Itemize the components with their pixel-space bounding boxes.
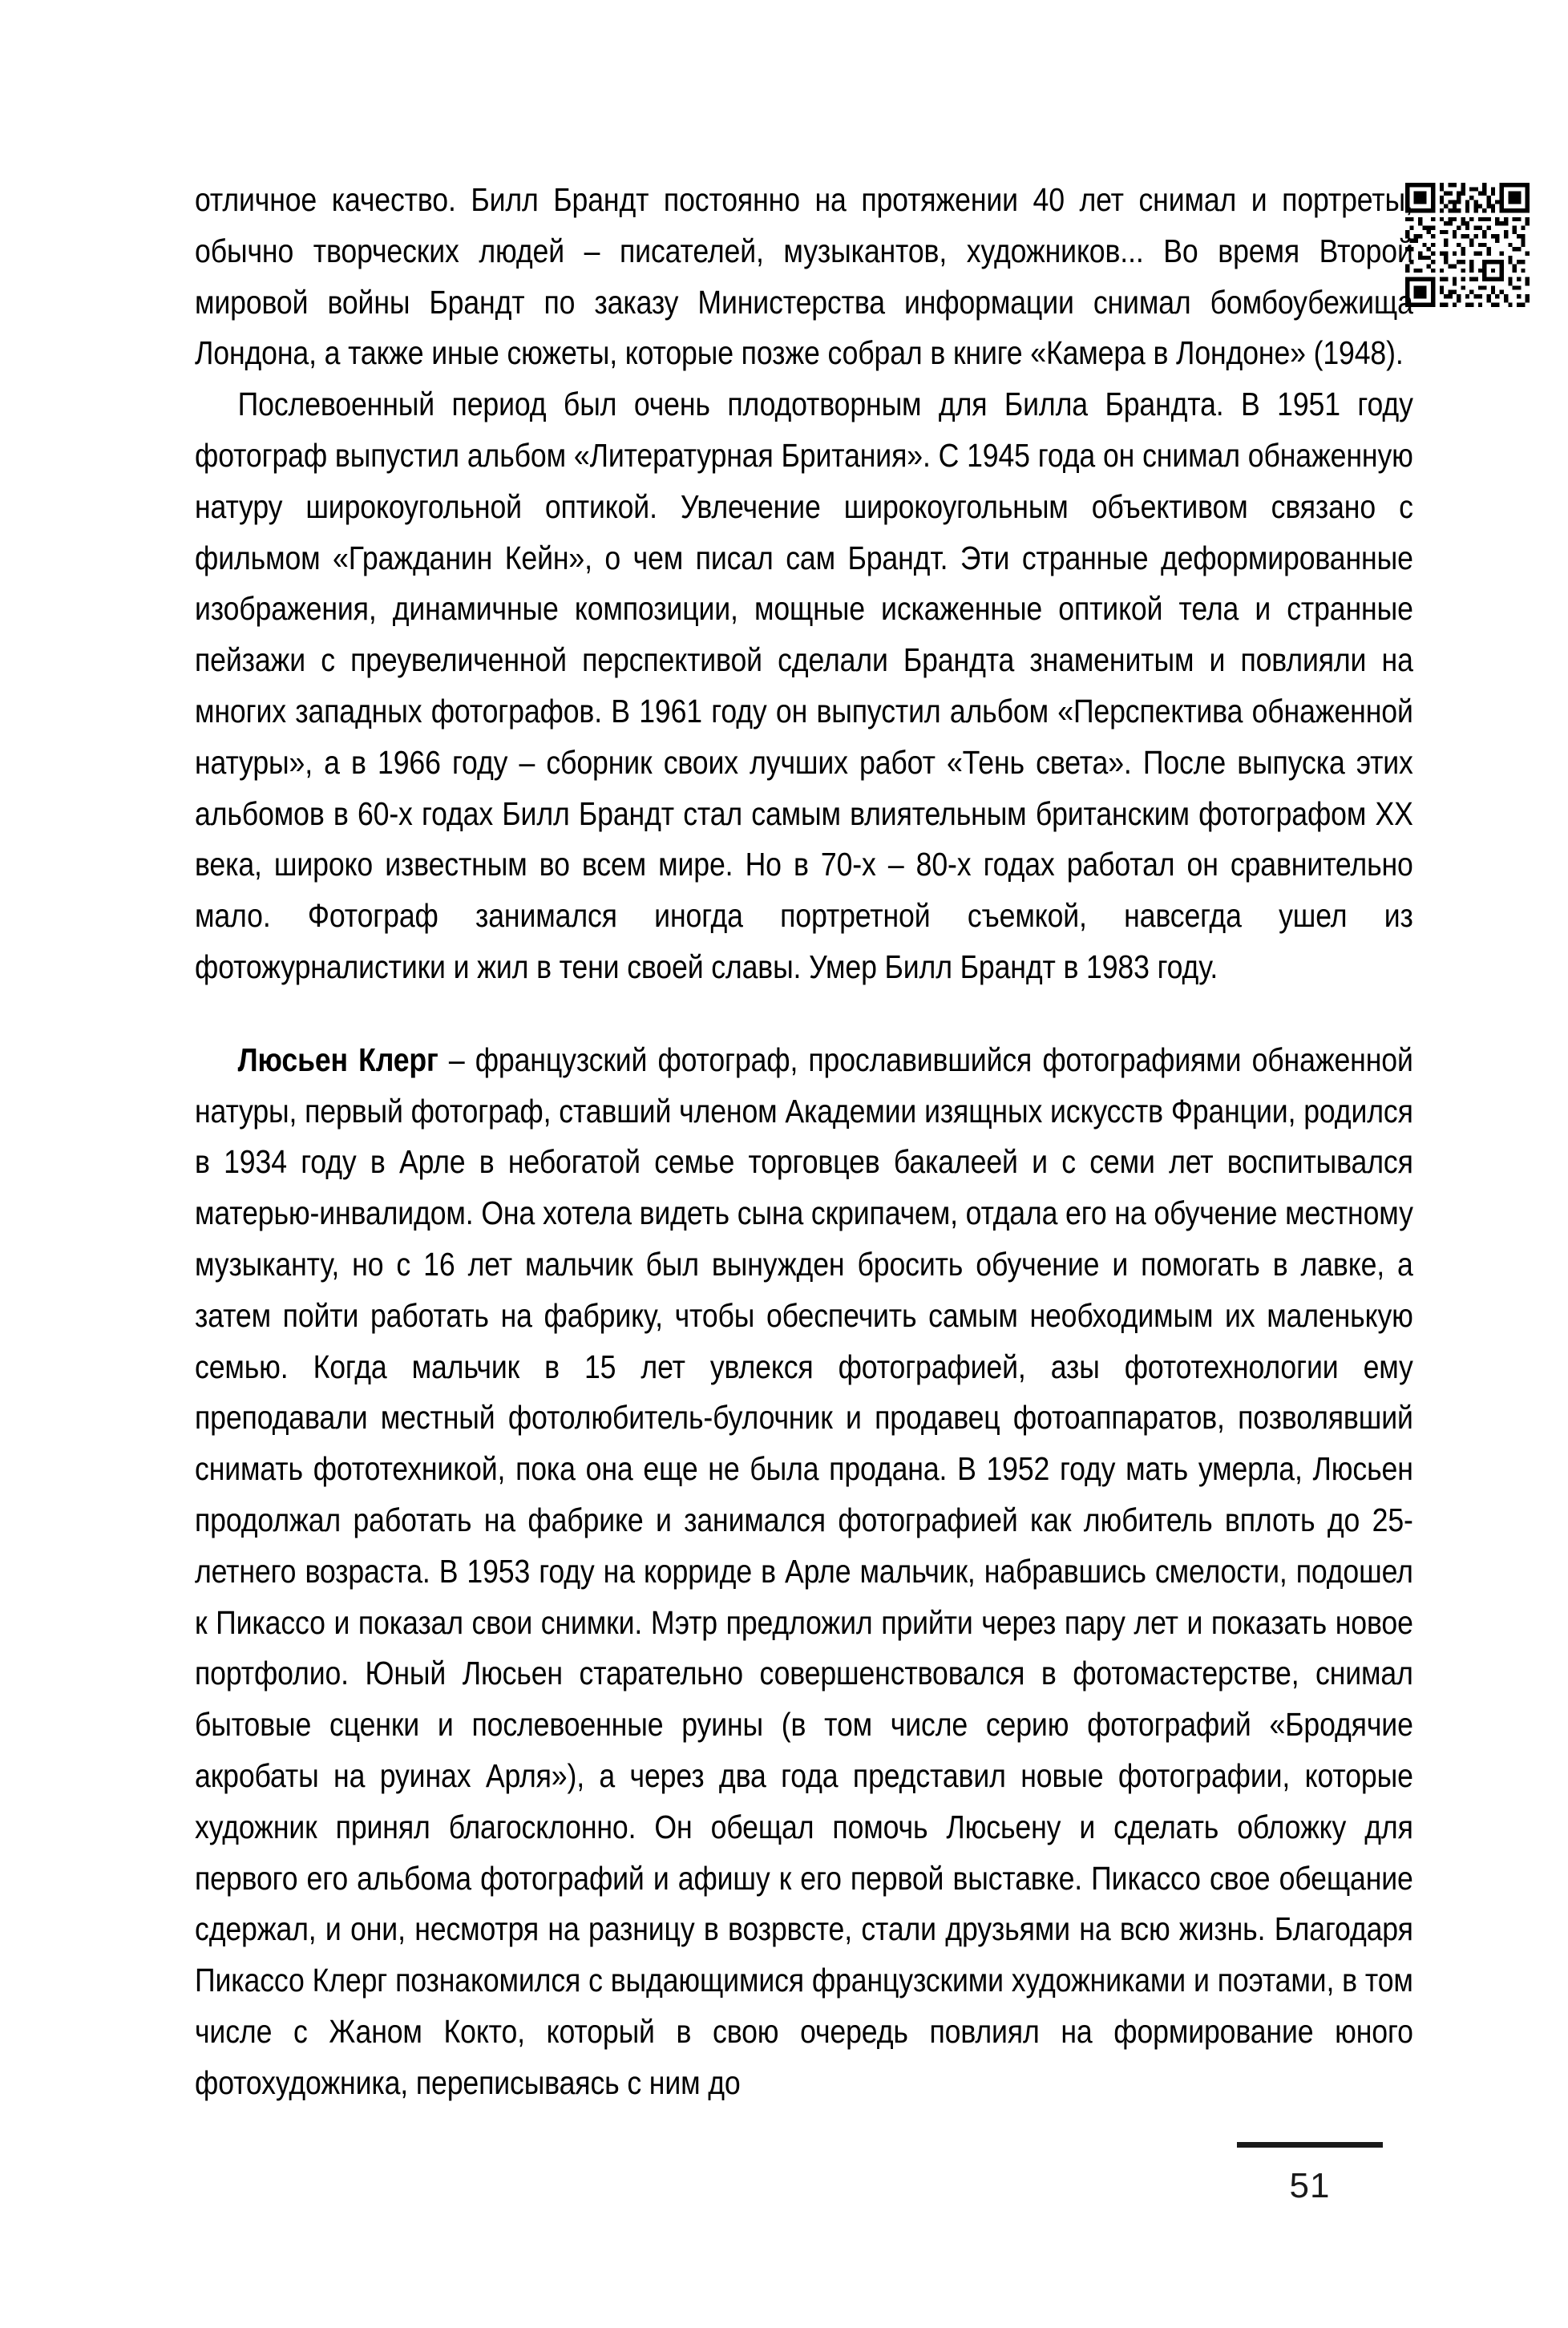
footer-rule [1237, 2142, 1383, 2148]
person-name-lucien-clergue: Люсьен Клерг [237, 1041, 438, 1078]
page-number: 51 [1289, 2166, 1331, 2205]
paragraph-3 [195, 1035, 1413, 2109]
paragraph-1: отличное качество. Билл Брандт постоянно на протяжении 40 лет снимал и портреты, обычно творческих людей – писателей, музыкантов, художников... Во время Второй мировой войны Брандт по заказу Министерства информации снимал бомбоубежища Лондона, а также иные сюжеты, которые позже собрал в книге «Камера в Лондоне» (1948). [195, 181, 1413, 372]
qr-code-icon [1405, 183, 1530, 307]
page-footer [1237, 2142, 1429, 2205]
paragraph-3-body: – французский фотограф, прославившийся фотографиями обнаженной натуры, первый фотограф, ставший членом Академии изящных искусств Франции, родился в 1934 году в Арле в небогатой семье торговцев бакалеей и с семи лет воспитывался матерью-инвалидом. Она хотела видеть сына скрипачем, отдала его на обучение местному музыканту, но с 16 лет мальчик был вынужден бросить обучение и помогать в лавке, а затем пойти работать на фабрику, чтобы обеспечить самым необходимым их маленькую семью. Когда мальчик в 15 лет увлекся фотографией, азы фототехнологии ему преподавали местный фотолюбитель-булочник и продавец фотоаппаратов, позволявший снимать фототехникой, пока она еще не была продана. В 1952 году мать умерла, Люсьен продолжал работать на фабрике и занимался фотографией как любитель вплоть до 25-летнего возраста. В 1953 году на корриде в Арле мальчик, набравшись смелости, подошел к Пикассо и показал свои снимки. Мэтр предложил прийти через пару лет и показать новое портфолио. Юный Люсьен старательно совершенствовался в фотомастерстве, снимал бытовые сценки и послевоенные руины (в том числе серию фотографий «Бродячие акробаты на руинах Арля»), а через два года представил новые фотографии, которые художник принял благосклонно. Он обещал помочь Люсьену и сделать обложку для первого его альбома фотографий и афишу к его первой выставке. Пикассо свое обещание сдержал, и они, несмотря на разницу в возрвсте, стали друзьями на всю жизнь. Благодаря Пикассо Клерг познакомился с выдающимися французскими художниками и поэтами, в том числе с Жаном Кокто, который в свою очередь повлиял на формирование юного фотохудожника, переписываясь с ним до [195, 1041, 1413, 2101]
paragraph-2: Послевоенный период был очень плодотворным для Билла Брандта. В 1951 году фотограф выпустил альбом «Литературная Британия». С 1945 года он снимал обнаженную натуру широкоугольной оптикой. Увлечение широкоугольным объективом связано с фильмом «Гражданин Кейн», о чем писал сам Брандт. Эти странные деформированные изображения, динамичные композиции, мощные искаженные оптикой тела и странные пейзажи с преувеличенной перспективой сделали Брандта знаменитым и повлияли на многих западных фотографов. В 1961 году он выпустил альбом «Перспектива обнаженной натуры», а в 1966 году – сборник своих лучших работ «Тень света». После выпуска этих альбомов в 60-х годах Билл Брандт стал самым влиятельным британским фотографом XX века, широко известным во всем мире. Но в 70-х – 80-х годах работал он сравнительно мало. Фотограф занимался иногда портретной съемкой, навсегда ушел из фотожурналистики и жил в тени своей славы. Умер Билл Брандт в 1983 году. [195, 386, 1413, 985]
text-column [195, 175, 1413, 2108]
